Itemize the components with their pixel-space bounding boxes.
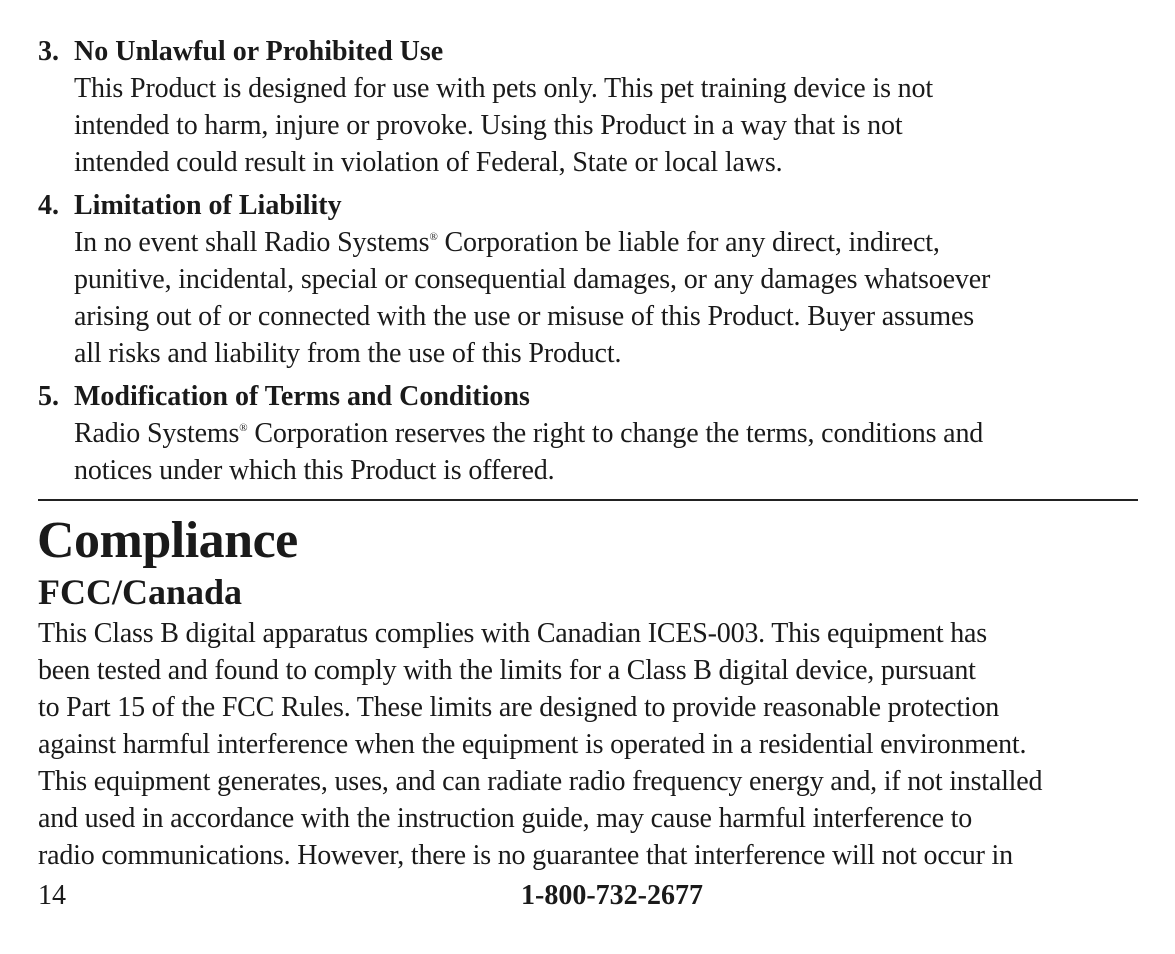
item-body xyxy=(74,224,1138,372)
compliance-subtitle: FCC/Canada xyxy=(38,572,243,612)
item-body-rest: Corporation be liable for any direct, indirect, punitive, incidental, special or consequential damages, or any damages whatsoever arising out of or connected with the use or misuse of this Product. Buyer assumes all risks and liability from the use of this Product. xyxy=(74,227,991,369)
compliance-title: Compliance xyxy=(37,512,298,569)
list-item xyxy=(38,187,1138,372)
page-number: 14 xyxy=(38,880,66,911)
item-body: This Product is designed for use with pets only. This pet training device is not intended to harm, injure or provoke. Using this Product in a way that is not intended could result in violation of Federal, State or local laws. xyxy=(74,73,933,178)
item-heading: Modification of Terms and Conditions xyxy=(74,381,530,412)
item-body-start: Radio Systems xyxy=(74,418,240,449)
item-body-rest: Corporation reserves the right to change the terms, conditions and notices under which this Product is offered. xyxy=(74,418,984,486)
item-heading: Limitation of Liability xyxy=(74,190,342,221)
item-heading: No Unlawful or Prohibited Use xyxy=(74,36,444,67)
registered-mark: ® xyxy=(239,422,248,434)
item-number: 3. xyxy=(38,36,59,67)
phone-number: 1-800-732-2677 xyxy=(521,880,703,911)
terms-list xyxy=(38,33,1138,495)
section-divider xyxy=(38,499,1138,501)
list-item xyxy=(38,378,1138,489)
item-number: 5. xyxy=(38,381,59,412)
list-item xyxy=(38,33,1138,181)
item-number: 4. xyxy=(38,190,59,221)
item-body-start: In no event shall Radio Systems xyxy=(74,227,430,258)
item-body xyxy=(74,415,1138,489)
compliance-paragraph: This Class B digital apparatus complies with Canadian ICES-003. This equipment has been tested and found to comply with the limits for a Class B digital device, pursuant to Part 15 of the FCC Rules. These limits are designed to provide reasonable protection against harmful interference when the equipment is operated in a residential environment. This equipment generates, uses, and can radiate radio frequency energy and, if not installed and used in accordance with the instruction guide, may cause harmful interference to radio communications. However, there is no guarantee that interference will not occur in xyxy=(38,618,1043,871)
registered-mark: ® xyxy=(429,231,438,243)
